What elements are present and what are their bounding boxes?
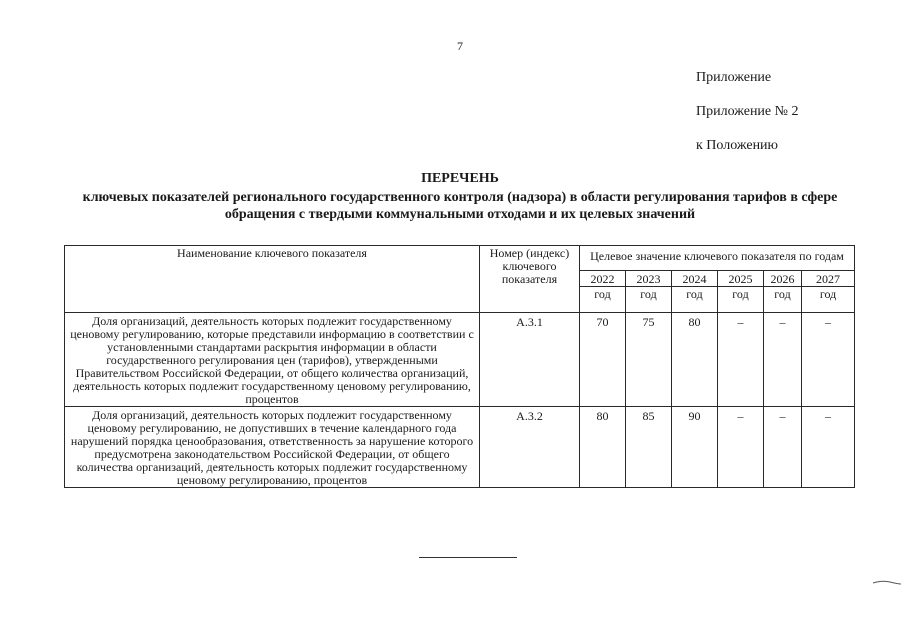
target-value-2025: – [718, 407, 764, 488]
target-value-2026: – [764, 407, 802, 488]
target-value-2025: – [718, 313, 764, 407]
appendix-reference: к Положению [696, 138, 779, 153]
year-value: 2027 [816, 271, 841, 286]
indicator-name: Доля организаций, деятельность которых подлежит государственному ценовому регулированию, не допустивших в течение календарного года нарушений порядка ценообразования, ответственность за нарушение которого предусмотрена законодательством Российской Федерации, от общего количества организаций, деятельность которых подлежит государственному ценовому регулированию, процентов [65, 407, 480, 488]
footer-divider [419, 557, 517, 558]
header-indicator-index: Номер (индекс) ключевого показателя [480, 246, 580, 313]
header-target-values: Целевое значение ключевого показателя по годам [580, 246, 855, 271]
year-word: год [764, 286, 801, 301]
indicator-index: А.3.1 [480, 313, 580, 407]
indicators-table [64, 245, 855, 488]
header-year-2023 [626, 270, 672, 312]
document-title: ПЕРЕЧЕНЬ [421, 171, 499, 186]
year-value: 2023 [636, 271, 661, 286]
year-word: год [718, 286, 763, 301]
year-value: 2026 [770, 271, 795, 286]
table-header-row [65, 246, 855, 271]
target-value-2024: 80 [672, 313, 718, 407]
year-word: год [626, 286, 671, 301]
indicator-name: Доля организаций, деятельность которых подлежит государственному ценовому регулированию, которые представили информацию в соответствии с установленными стандартами раскрытия информации в области государственного регулирования цен (тарифов), утвержденными Правительством Российской Федерации, от общего количества организаций, деятельность которых подлежит государственному ценовому регулированию, процентов [65, 313, 480, 407]
page-number: 7 [457, 39, 463, 53]
target-value-2024: 90 [672, 407, 718, 488]
header-year-2025 [718, 270, 764, 312]
header-year-2024 [672, 270, 718, 312]
indicator-index: А.3.2 [480, 407, 580, 488]
target-value-2022: 70 [580, 313, 626, 407]
year-value: 2025 [728, 271, 753, 286]
target-value-2026: – [764, 313, 802, 407]
header-year-2027 [802, 270, 855, 312]
year-value: 2022 [590, 271, 615, 286]
year-value: 2024 [682, 271, 707, 286]
target-value-2022: 80 [580, 407, 626, 488]
year-word: год [802, 286, 854, 301]
year-word: год [672, 286, 717, 301]
appendix-label: Приложение [696, 70, 772, 85]
target-value-2023: 85 [626, 407, 672, 488]
header-indicator-name: Наименование ключевого показателя [65, 246, 480, 313]
scan-mark [872, 578, 902, 588]
target-value-2027: – [802, 313, 855, 407]
appendix-number: Приложение № 2 [696, 104, 799, 119]
document-subtitle: ключевых показателей регионального государственного контроля (надзора) в области регулирования тарифов в сфере обращения с твердыми коммунальными отходами и их целевых значений [82, 190, 838, 222]
target-value-2027: – [802, 407, 855, 488]
table-row [65, 313, 855, 407]
year-word: год [580, 286, 625, 301]
header-year-2022 [580, 270, 626, 312]
table-row [65, 407, 855, 488]
header-year-2026 [764, 270, 802, 312]
target-value-2023: 75 [626, 313, 672, 407]
